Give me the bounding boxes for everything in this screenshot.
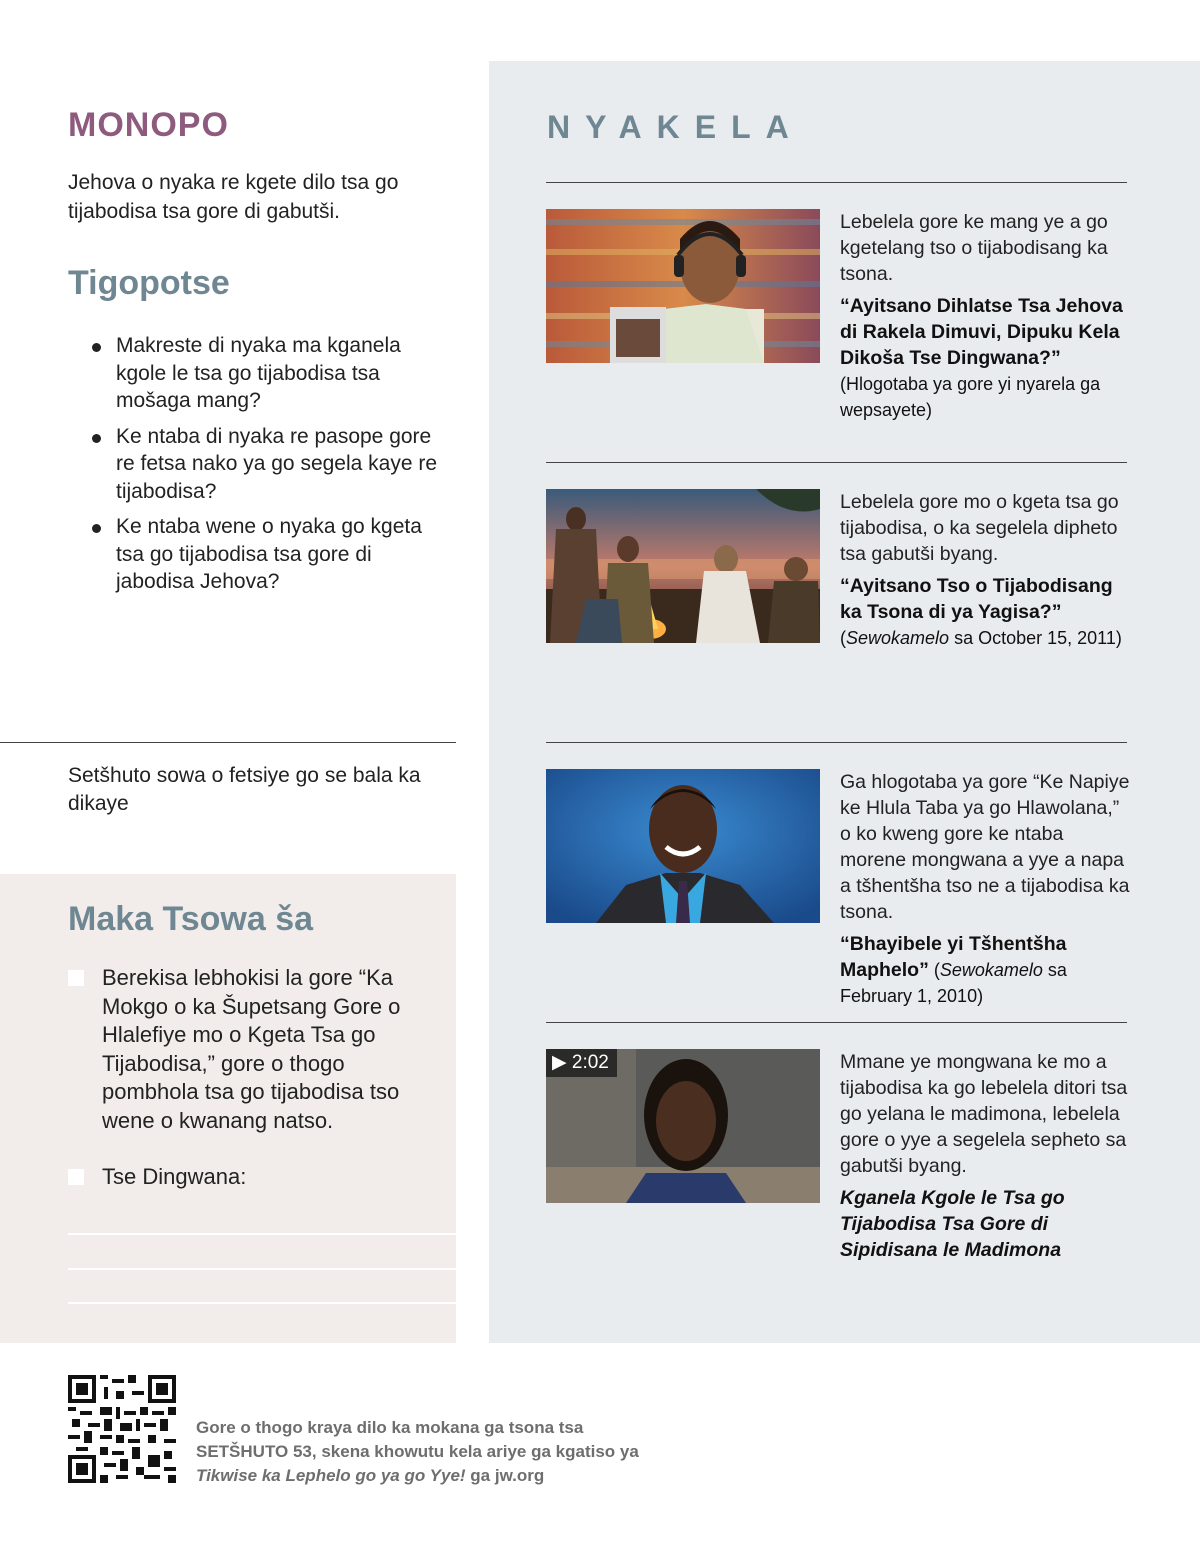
resource-text (840, 769, 1132, 1009)
thumbnail-teen-headphones[interactable] (546, 209, 820, 363)
qr-code[interactable] (68, 1375, 176, 1483)
maka-heading: Maka Tsowa ša (68, 900, 314, 938)
bullet-icon (92, 343, 101, 352)
video-thumbnail-woman[interactable] (546, 1049, 820, 1203)
reading-note: Setšhuto sowa o fetsiye go se bala ka dikaye (68, 764, 421, 815)
divider (0, 742, 456, 743)
video-title-link[interactable]: Kganela Kgole le Tsa go Tijabodisa Tsa Gore di Sipidisana le Madimona (840, 1187, 1065, 1261)
article-title-link[interactable]: “Bhayibele yi Tšhentšha Maphelo” (840, 933, 1067, 981)
article-source: “Bhayibele yi Tšhentšha Maphelo” (Sewokamelo sa February 1, 2010) (840, 933, 1067, 1006)
article-title-link[interactable]: “Ayitsano Tso o Tijabodisang ka Tsona di ya Yagisa?” (840, 575, 1113, 623)
resource-text (840, 1049, 1132, 1263)
tigopotse-heading: Tigopotse (68, 264, 230, 302)
task-item: Berekisa lebhokisi la gore “Ka Mokgo o ka Šupetsang Gore o Hlalefiye mo o Kgeta Tsa go Tijabodisa,” gore o thogo pombhola tsa go tijabodisa tso wene o kwanang natso. (68, 964, 428, 1135)
divider (546, 1022, 1127, 1023)
divider (546, 182, 1127, 183)
maka-panel (0, 874, 456, 1343)
question-list (92, 332, 442, 604)
resource-description: Ga hlogotaba ya gore “Ke Napiye ke Hlula Taba ya go Hlawolana,” o ko kweng gore ke ntaba morene mongwana a yye a napa a tšhentšha tso ne a tijabodisa ka tsona. (840, 771, 1130, 923)
monopo-text: Jehova o nyaka re kgete dilo tsa go tijabodisa tsa gore di gabutši. (68, 171, 399, 223)
left-column (0, 0, 456, 1343)
thumbnail-campfire-scene[interactable] (546, 489, 820, 643)
footer-note: Gore o thogo kraya dilo ka mokana ga tsona tsa SETŠHUTO 53, skena khowutu kela ariye ga kgatiso ya Tikwise ka Lephelo go ya go Yye! ga jw.org (196, 1418, 639, 1485)
question-item: Ke ntaba di nyaka re pasope gore re fetsa nako ya go segela kaye re tijabodisa? (92, 423, 442, 506)
divider (546, 742, 1127, 743)
article-source: (Sewokamelo sa October 15, 2011) (840, 628, 1122, 648)
article-source: (Hlogotaba ya gore yi nyarela ga wepsayete) (840, 374, 1101, 420)
task-item: Tse Dingwana: (68, 1163, 428, 1192)
checkbox[interactable] (68, 970, 84, 986)
question-item: Makreste di nyaka ma kganela kgole le tsa go tijabodisa tsa mošaga mang? (92, 332, 442, 415)
monopo-heading: MONOPO (68, 106, 229, 144)
write-line[interactable] (68, 1268, 456, 1270)
resource-description: Lebelela gore mo o kgeta tsa go tijabodisa, o ka segelela dipheto tsa gabutši byang. (840, 491, 1119, 565)
bullet-icon (92, 524, 101, 533)
divider (546, 462, 1127, 463)
resource-description: Mmane ye mongwana ke mo a tijabodisa ka go lebelela ditori tsa go yelana le madimona, lebelela gore o yye a segelela sepheto sa gabutši byang. (840, 1051, 1128, 1177)
thumbnail-smiling-man[interactable] (546, 769, 820, 923)
video-duration-badge: ▶ 2:02 (546, 1049, 617, 1077)
write-line[interactable] (68, 1233, 456, 1235)
nyakela-heading: NYAKELA (547, 109, 804, 145)
resource-text (840, 209, 1132, 423)
article-title-link[interactable]: “Ayitsano Dihlatse Tsa Jehova di Rakela Dimuvi, Dipuku Kela Dikoša Tse Dingwana?” (840, 295, 1123, 369)
nyakela-panel (489, 61, 1200, 1343)
write-line[interactable] (68, 1302, 456, 1304)
question-item: Ke ntaba wene o nyaka go kgeta tsa go tijabodisa tsa gore di jabodisa Jehova? (92, 513, 442, 596)
resource-description: Lebelela gore ke mang ye a go kgetelang tso o tijabodisang ka tsona. (840, 211, 1108, 285)
bullet-icon (92, 434, 101, 443)
resource-text (840, 489, 1132, 651)
checkbox[interactable] (68, 1169, 84, 1185)
